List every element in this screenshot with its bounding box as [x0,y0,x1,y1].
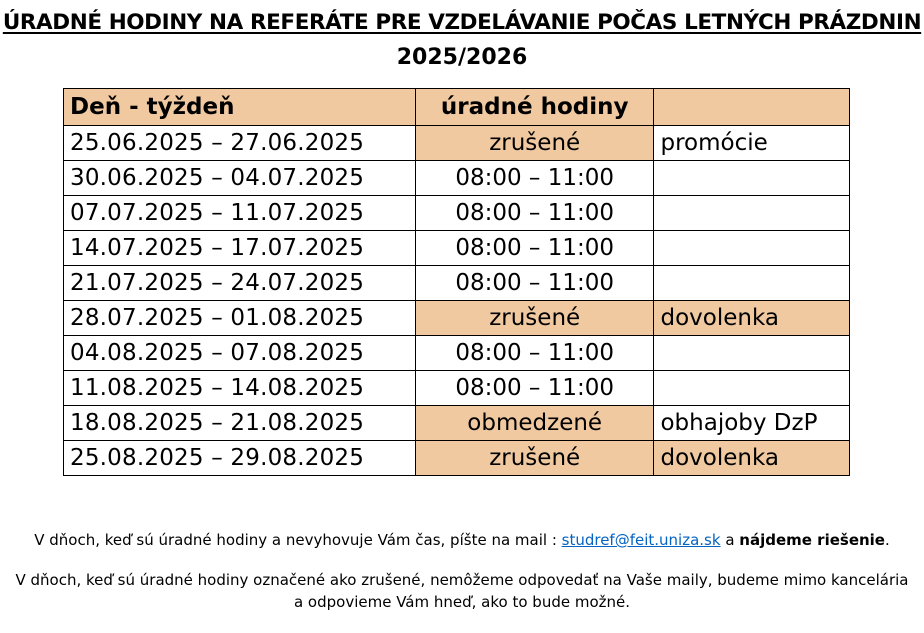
row-note [654,196,850,231]
page-subtitle-year: 2025/2026 [396,45,528,70]
row-note: dovolenka [654,441,850,476]
page-title: ÚRADNÉ HODINY NA REFERÁTE PRE VZDELÁVANIE POČAS LETNÝCH PRÁZDNIN [2,10,922,35]
row-office-hours: 08:00 – 11:00 [415,161,654,196]
row-note [654,266,850,301]
table-row [64,336,850,371]
row-date-range: 18.08.2025 – 21.08.2025 [64,406,416,441]
footer-text: . [884,531,890,549]
row-office-hours: obmedzené [415,406,654,441]
row-office-hours: zrušené [415,441,654,476]
row-note [654,371,850,406]
table-row [64,161,850,196]
footer-note-cancelled [0,569,924,613]
header-hours: úradné hodiny [415,89,654,126]
table-row [64,266,850,301]
row-date-range: 07.07.2025 – 11.07.2025 [64,196,416,231]
row-office-hours: 08:00 – 11:00 [415,231,654,266]
row-office-hours: zrušené [415,126,654,161]
row-date-range: 25.06.2025 – 27.06.2025 [64,126,416,161]
table-row [64,126,850,161]
row-note [654,231,850,266]
row-note: promócie [654,126,850,161]
row-office-hours: 08:00 – 11:00 [415,336,654,371]
row-date-range: 14.07.2025 – 17.07.2025 [64,231,416,266]
footer-text: a [720,531,740,549]
row-note [654,336,850,371]
row-note [654,161,850,196]
row-date-range: 25.08.2025 – 29.08.2025 [64,441,416,476]
table-row [64,406,850,441]
row-office-hours: 08:00 – 11:00 [415,266,654,301]
footer-text: V dňoch, keď sú úradné hodiny a nevyhovuje Vám čas, píšte na mail : [34,531,562,549]
footer-line: V dňoch, keď sú úradné hodiny označené ako zrušené, nemôžeme odpovedať na Vaše maily, budeme mimo kancelária [15,571,909,589]
email-link[interactable]: studref@feit.uniza.sk [561,531,721,549]
row-date-range: 11.08.2025 – 14.08.2025 [64,371,416,406]
row-note: dovolenka [654,301,850,336]
office-hours-table [63,88,850,476]
row-date-range: 04.08.2025 – 07.08.2025 [64,336,416,371]
table-row [64,231,850,266]
header-date: Deň - týždeň [64,89,416,126]
row-office-hours: zrušené [415,301,654,336]
table-body [64,126,850,476]
table-row [64,196,850,231]
row-office-hours: 08:00 – 11:00 [415,196,654,231]
table-row [64,301,850,336]
footer-bold-text: nájdeme riešenie [739,531,885,549]
row-office-hours: 08:00 – 11:00 [415,371,654,406]
footer-note-email [0,529,924,551]
table-row [64,371,850,406]
table-header-row [64,89,850,126]
header-note [654,89,850,126]
row-date-range: 21.07.2025 – 24.07.2025 [64,266,416,301]
row-date-range: 28.07.2025 – 01.08.2025 [64,301,416,336]
footer-line: a odpovieme Vám hneď, ako to bude možné. [293,593,631,611]
row-date-range: 30.06.2025 – 04.07.2025 [64,161,416,196]
table-row [64,441,850,476]
row-note: obhajoby DzP [654,406,850,441]
